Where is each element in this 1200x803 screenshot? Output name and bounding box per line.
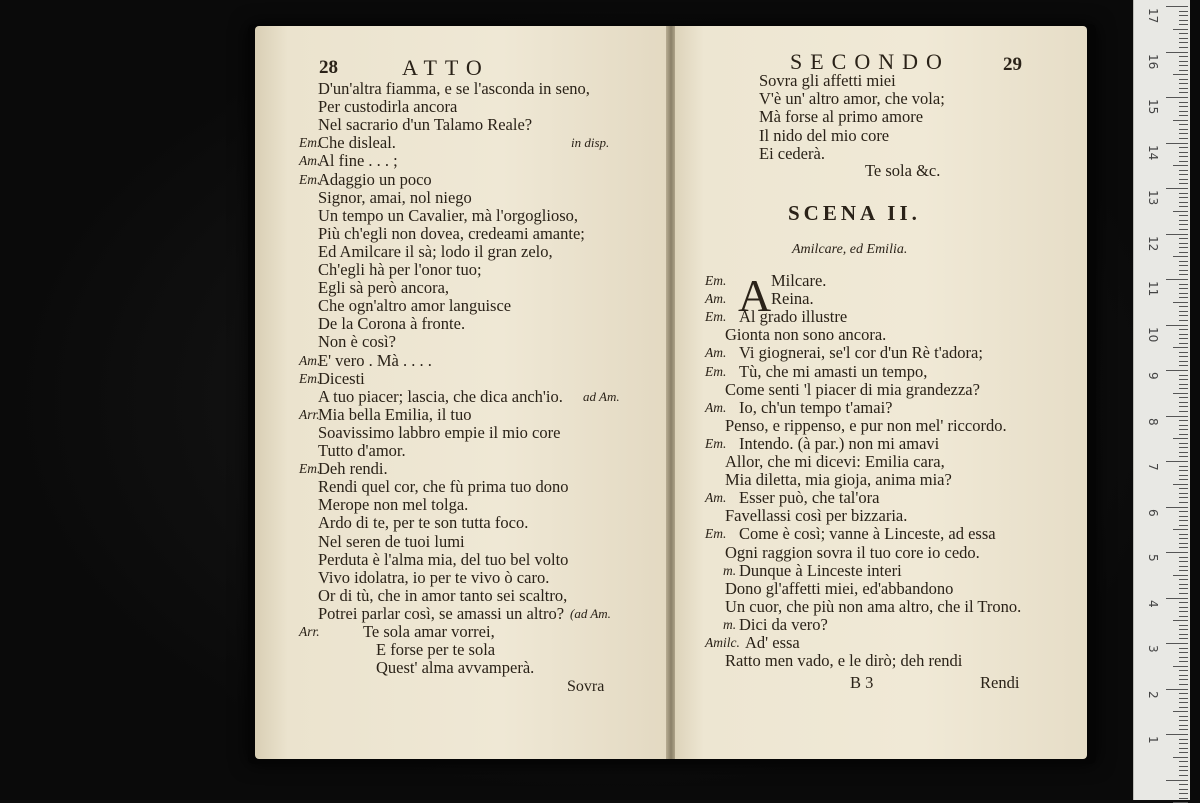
ruler-tick — [1179, 789, 1188, 790]
ruler-tick — [1179, 593, 1188, 594]
verse-line: Adaggio un poco — [318, 169, 432, 189]
ruler-tick — [1179, 693, 1188, 694]
ruler-tick — [1179, 579, 1188, 580]
ruler-tick — [1166, 598, 1188, 599]
verse-line: Allor, che mi dicevi: Emilia cara, — [725, 452, 945, 471]
ruler-tick — [1179, 33, 1188, 34]
left-page-number: 28 — [319, 57, 338, 78]
ruler-number: 17 — [1146, 8, 1160, 24]
ruler-number: 1 — [1146, 736, 1160, 744]
verse-line: Sovra gli affetti miei — [759, 71, 896, 90]
ruler-tick — [1179, 174, 1188, 175]
ruler-tick — [1179, 497, 1188, 498]
ruler-tick — [1166, 52, 1188, 53]
ruler-number: 10 — [1146, 326, 1160, 342]
ruler-tick — [1166, 143, 1188, 144]
verse-line: Dunque à Linceste interi — [739, 560, 902, 580]
right-page-number: 29 — [1003, 54, 1022, 75]
ruler-tick — [1179, 479, 1188, 480]
ruler-tick — [1179, 648, 1188, 649]
left-catchword: Sovra — [567, 678, 605, 695]
signature-mark: B 3 — [850, 673, 874, 692]
ruler-tick — [1179, 284, 1188, 285]
ruler-tick — [1179, 202, 1188, 203]
verse-line: Egli sà però ancora, — [318, 278, 450, 298]
ruler-tick — [1179, 315, 1188, 316]
ruler-tick — [1179, 329, 1188, 330]
speaker-label: Amilc. — [705, 635, 740, 650]
ruler-tick — [1179, 707, 1188, 708]
verse-line: Rendi quel cor, che fù prima tuo dono — [318, 477, 569, 497]
ruler-tick — [1166, 6, 1188, 7]
ruler-tick — [1179, 470, 1188, 471]
ruler-tick — [1179, 206, 1188, 207]
ruler-tick — [1179, 588, 1188, 589]
ruler-tick — [1179, 229, 1188, 230]
speaker-label: Arr. — [299, 624, 320, 639]
speaker-label: Em. — [299, 135, 321, 151]
ruler-tick — [1173, 256, 1188, 257]
speaker-label: Am. — [299, 153, 321, 169]
verse-line: E' vero . Mà . . . . — [318, 350, 432, 370]
ruler-tick — [1179, 634, 1188, 635]
ruler-number: 14 — [1146, 144, 1160, 160]
verse-line: Ed Amilcare il sà; lodo il gran zelo, — [318, 241, 553, 261]
ruler-number: 3 — [1146, 645, 1160, 653]
ruler-tick — [1179, 293, 1188, 294]
ruler-tick — [1179, 265, 1188, 266]
ruler-tick — [1179, 356, 1188, 357]
ruler-tick — [1166, 279, 1188, 280]
verse-line: Nel sacrario d'un Talamo Reale? — [318, 115, 533, 135]
left-page — [255, 26, 667, 759]
ruler-tick — [1179, 65, 1188, 66]
verse-line: Signor, amai, nol niego — [318, 187, 472, 207]
speaker-label: Em. — [705, 309, 727, 325]
ruler-tick — [1173, 393, 1188, 394]
ruler-tick — [1179, 88, 1188, 89]
verse-line: Ch'egli hà per l'onor tuo; — [318, 260, 482, 279]
ruler-tick — [1179, 306, 1188, 307]
speaker-label: Am. — [705, 345, 727, 361]
verse-line: Dicesti — [318, 368, 365, 388]
speaker-label: Am. — [705, 399, 727, 415]
ruler-number: 11 — [1146, 281, 1160, 297]
verse-line: Non è così? — [318, 332, 396, 352]
verse-line: Come senti 'l piacer di mia grandezza? — [725, 379, 980, 399]
ruler-tick — [1179, 725, 1188, 726]
ruler-number: 9 — [1146, 372, 1160, 380]
ruler-tick — [1179, 720, 1188, 721]
verse-line: Nel seren de tuoi lumi — [318, 531, 465, 551]
verse-line: E forse per te sola — [376, 640, 496, 660]
ruler-tick — [1179, 111, 1188, 112]
ruler-tick — [1179, 488, 1188, 489]
verse-line: Che disleal. — [318, 133, 396, 153]
verse-line: Or di tù, che in amor tanto sei scaltro, — [318, 585, 568, 605]
verse-line: Intendo. (à par.) non mi amavi — [739, 433, 940, 453]
ruler-tick — [1179, 602, 1188, 603]
ruler-tick — [1179, 657, 1188, 658]
ruler-number: 5 — [1146, 554, 1160, 562]
ruler-tick — [1173, 666, 1188, 667]
ruler-tick — [1173, 29, 1188, 30]
speaker-label: Em. — [299, 370, 321, 386]
ruler-tick — [1179, 197, 1188, 198]
ruler-tick — [1179, 384, 1188, 385]
ruler-tick — [1179, 70, 1188, 71]
ruler-tick — [1179, 670, 1188, 671]
ruler-tick — [1179, 429, 1188, 430]
scene-title: SCENA II. — [788, 201, 921, 225]
ruler-tick — [1179, 516, 1188, 517]
ruler-tick — [1179, 375, 1188, 376]
ruler-tick — [1179, 557, 1188, 558]
ruler-tick — [1179, 793, 1188, 794]
ruler-tick — [1179, 547, 1188, 548]
verse-line: Merope non mel tolga. — [318, 495, 469, 515]
verse-line: Al grado illustre — [739, 307, 848, 327]
ruler-tick — [1179, 775, 1188, 776]
ruler-tick — [1179, 42, 1188, 43]
ruler-tick — [1179, 447, 1188, 448]
ruler-tick — [1179, 766, 1188, 767]
ruler-tick — [1179, 397, 1188, 398]
ruler-tick — [1179, 629, 1188, 630]
ruler-tick — [1166, 689, 1188, 690]
verse-line: A tuo piacer; lascia, che dica anch'io. — [318, 386, 563, 406]
ruler-tick — [1179, 584, 1188, 585]
ruler-tick — [1179, 388, 1188, 389]
ruler-tick — [1179, 243, 1188, 244]
ruler-tick — [1166, 416, 1188, 417]
ruler-tick — [1179, 147, 1188, 148]
ruler-tick — [1179, 698, 1188, 699]
speaker-label: Arr. — [299, 406, 320, 422]
ruler-tick — [1166, 461, 1188, 462]
ruler-tick — [1179, 183, 1188, 184]
ruler-tick — [1179, 502, 1188, 503]
verse-line: Il nido del mio core — [759, 125, 890, 145]
ruler-tick — [1179, 616, 1188, 617]
ruler-tick — [1179, 334, 1188, 335]
verse-line: Esser può, che tal'ora — [739, 488, 880, 508]
ruler-number: 16 — [1146, 53, 1160, 69]
ruler-tick — [1179, 452, 1188, 453]
ruler-tick — [1179, 761, 1188, 762]
ruler-tick — [1179, 224, 1188, 225]
stage-direction: (ad Am. — [570, 605, 611, 621]
ruler-tick — [1179, 493, 1188, 494]
ruler-tick — [1179, 425, 1188, 426]
ruler-tick — [1179, 179, 1188, 180]
ruler-tick — [1166, 188, 1188, 189]
ruler-tick — [1179, 679, 1188, 680]
ruler-tick — [1166, 97, 1188, 98]
ruler-tick — [1179, 106, 1188, 107]
ruler-tick — [1179, 534, 1188, 535]
ruler-tick — [1179, 420, 1188, 421]
verse-line: Mà forse al primo amore — [759, 107, 924, 127]
ruler-tick — [1179, 320, 1188, 321]
ruler-tick — [1179, 56, 1188, 57]
ruler-number: 13 — [1146, 190, 1160, 206]
ruler-tick — [1179, 652, 1188, 653]
scene-characters: Amilcare, ed Emilia. — [792, 242, 908, 257]
ruler-tick — [1179, 748, 1188, 749]
ruler-number: 12 — [1146, 235, 1160, 251]
ruler-tick — [1179, 570, 1188, 571]
ruler-tick — [1179, 406, 1188, 407]
ruler-tick — [1179, 743, 1188, 744]
ruler-number: 4 — [1146, 599, 1160, 608]
ruler-tick — [1179, 20, 1188, 21]
verse-line: Mia bella Emilia, il tuo — [318, 404, 472, 424]
ruler-tick — [1179, 261, 1188, 262]
ruler-tick — [1179, 456, 1188, 457]
verse-line: Per custodirla ancora — [318, 97, 458, 117]
ruler-tick — [1179, 361, 1188, 362]
ruler-tick — [1179, 739, 1188, 740]
speaker-label: Em. — [705, 273, 727, 288]
ruler-tick — [1179, 475, 1188, 476]
verse-line: Quest' alma avvamperà. — [376, 658, 535, 678]
right-page — [675, 26, 1087, 759]
ruler-tick — [1166, 643, 1188, 644]
ruler-tick — [1173, 74, 1188, 75]
ruler-tick — [1173, 347, 1188, 348]
speaker-label: Am. — [299, 352, 321, 368]
stage-direction: ad Am. — [583, 388, 620, 404]
ruler-tick — [1179, 379, 1188, 380]
verse-line: Ardo di te, per te son tutta foco. — [318, 513, 529, 533]
ruler-number: 15 — [1146, 99, 1160, 115]
ruler-tick — [1179, 466, 1188, 467]
ruler-tick — [1179, 24, 1188, 25]
ruler-tick — [1166, 234, 1188, 235]
ruler-tick — [1179, 124, 1188, 125]
verse-line: Ratto men vado, e le dirò; deh rendi — [725, 651, 963, 671]
verse-line: Ogni raggion sovra il tuo core io cedo. — [725, 542, 980, 562]
verse-line: Tù, che mi amasti un tempo, — [739, 361, 928, 381]
drop-cap: A — [738, 270, 772, 321]
ruler-tick — [1179, 752, 1188, 753]
ruler-tick — [1179, 770, 1188, 771]
ruler-tick — [1179, 297, 1188, 298]
ruler-tick — [1179, 247, 1188, 248]
ruler-number: 2 — [1146, 690, 1160, 699]
ruler-tick — [1179, 102, 1188, 103]
right-running-head: SECONDO — [790, 49, 950, 74]
ruler-tick — [1179, 193, 1188, 194]
ruler-tick — [1166, 507, 1188, 508]
verse-line: Vi giognerai, se'l cor d'un Rè t'adora; — [739, 343, 983, 363]
ruler-tick — [1179, 274, 1188, 275]
ruler-tick — [1173, 438, 1188, 439]
ruler-tick — [1179, 129, 1188, 130]
speaker-label: Em. — [299, 461, 321, 477]
ruler-tick — [1179, 625, 1188, 626]
ruler-tick — [1179, 520, 1188, 521]
ruler-tick — [1173, 211, 1188, 212]
ruler-tick — [1179, 61, 1188, 62]
ruler-number: 8 — [1146, 417, 1160, 426]
ruler-number: 7 — [1146, 463, 1160, 471]
speaker-label: m. — [723, 562, 737, 578]
ruler-tick — [1179, 215, 1188, 216]
verse-line: Più ch'egli non dovea, credeami amante; — [318, 223, 585, 243]
ruler-tick — [1179, 270, 1188, 271]
ruler-tick — [1179, 92, 1188, 93]
verse-line: Reina. — [771, 289, 814, 309]
verse-line: Soavissimo labbro empie il mio core — [318, 422, 561, 442]
ruler-tick — [1173, 484, 1188, 485]
ruler-tick — [1179, 115, 1188, 116]
verse-line: Deh rendi. — [318, 459, 388, 479]
ruler-tick — [1179, 138, 1188, 139]
verse-line: Come è così; vanne à Linceste, ad essa — [739, 524, 996, 544]
speaker-label: Em. — [705, 363, 727, 379]
ruler-tick — [1179, 511, 1188, 512]
verse-line: Un cuor, che più non ama altro, che il Trono. — [725, 596, 1022, 616]
stage-direction: in disp. — [571, 135, 610, 151]
verse-line: Io, ch'un tempo t'amai? — [739, 397, 893, 417]
ruler-tick — [1179, 79, 1188, 80]
verse-line: V'è un' altro amor, che vola; — [759, 89, 945, 109]
ruler-tick — [1179, 638, 1188, 639]
speaker-label: Em. — [705, 526, 727, 542]
verse-line: Gionta non sono ancora. — [725, 325, 887, 345]
verse-line: Tutto d'amor. — [318, 441, 406, 460]
ruler-tick — [1179, 566, 1188, 567]
right-catchword: Rendi — [980, 673, 1020, 692]
ruler-tick — [1179, 434, 1188, 435]
ruler-tick — [1173, 302, 1188, 303]
ruler-tick — [1179, 607, 1188, 608]
ruler-tick — [1179, 133, 1188, 134]
ruler-tick — [1179, 338, 1188, 339]
ruler-tick — [1179, 365, 1188, 366]
verse-line: De la Corona à fronte. — [318, 314, 466, 334]
verse-line: Al fine . . . ; — [318, 151, 398, 171]
ruler-tick — [1179, 352, 1188, 353]
ruler-tick — [1179, 716, 1188, 717]
ruler-tick — [1179, 38, 1188, 39]
verse-line: Dici da vero? — [739, 614, 828, 634]
verse-line: Dono gl'affetti miei, ed'abbandono — [725, 578, 954, 598]
ruler-number: 6 — [1146, 508, 1160, 517]
verse-line: Potrei parlar così, se amassi un altro? — [318, 603, 565, 623]
aria-reference: Te sola &c. — [865, 161, 941, 180]
ruler-tick — [1179, 252, 1188, 253]
ruler-tick — [1179, 611, 1188, 612]
ruler-tick — [1179, 156, 1188, 157]
ruler-tick — [1173, 711, 1188, 712]
ruler-tick — [1166, 552, 1188, 553]
verse-line: Ad' essa — [745, 633, 800, 652]
ruler-tick — [1173, 165, 1188, 166]
ruler-tick — [1179, 661, 1188, 662]
ruler-tick — [1179, 543, 1188, 544]
ruler-tick — [1179, 220, 1188, 221]
verse-line: Che ogn'altro amor languisce — [318, 296, 512, 316]
ruler-tick — [1179, 684, 1188, 685]
verse-line: Milcare. — [771, 271, 827, 290]
ruler-tick — [1166, 370, 1188, 371]
ruler-tick — [1179, 161, 1188, 162]
ruler-tick — [1173, 757, 1188, 758]
ruler-tick — [1179, 47, 1188, 48]
ruler-tick — [1179, 798, 1188, 799]
ruler-tick — [1179, 288, 1188, 289]
ruler-tick — [1179, 152, 1188, 153]
ruler-tick — [1179, 675, 1188, 676]
verse-line: Mia diletta, mia gioja, anima mia? — [725, 470, 952, 490]
ruler-tick — [1173, 575, 1188, 576]
measuring-ruler — [1133, 0, 1190, 800]
speaker-label: Em. — [705, 435, 727, 451]
ruler-tick — [1179, 561, 1188, 562]
ruler-tick — [1179, 83, 1188, 84]
ruler-tick — [1179, 784, 1188, 785]
ruler-tick — [1166, 734, 1188, 735]
ruler-tick — [1179, 525, 1188, 526]
left-running-head: ATTO — [402, 55, 490, 80]
ruler-tick — [1173, 120, 1188, 121]
ruler-tick — [1179, 443, 1188, 444]
ruler-tick — [1179, 343, 1188, 344]
ruler-tick — [1179, 729, 1188, 730]
verse-line: Un tempo un Cavalier, mà l'orgoglioso, — [318, 205, 579, 225]
verse-line: Vivo idolatra, io per te vivo ò caro. — [318, 567, 550, 587]
ruler-tick — [1179, 311, 1188, 312]
ruler-tick — [1173, 620, 1188, 621]
ruler-tick — [1179, 402, 1188, 403]
ruler-tick — [1173, 529, 1188, 530]
verse-line: Ei cederà. — [759, 143, 825, 163]
speaker-label: Am. — [705, 490, 727, 506]
ruler-tick — [1166, 780, 1188, 781]
ruler-tick — [1179, 170, 1188, 171]
speaker-label: Am. — [705, 291, 727, 307]
ruler-tick — [1166, 325, 1188, 326]
speaker-label: m. — [723, 616, 737, 632]
verse-line: Te sola amar vorrei, — [363, 622, 495, 641]
ruler-tick — [1179, 238, 1188, 239]
verse-line: Favellassi così per bizzaria. — [725, 506, 908, 526]
ruler-tick — [1179, 411, 1188, 412]
verse-line: Perduta è l'alma mia, del tuo bel volto — [318, 549, 569, 569]
ruler-tick — [1179, 538, 1188, 539]
verse-line: Penso, e rippenso, e pur non mel' riccordo. — [725, 415, 1007, 435]
speaker-label: Em. — [299, 171, 321, 187]
ruler-tick — [1179, 702, 1188, 703]
ruler-tick — [1179, 11, 1188, 12]
ruler-tick — [1179, 15, 1188, 16]
verse-line: D'un'altra fiamma, e se l'asconda in seno, — [318, 79, 590, 98]
